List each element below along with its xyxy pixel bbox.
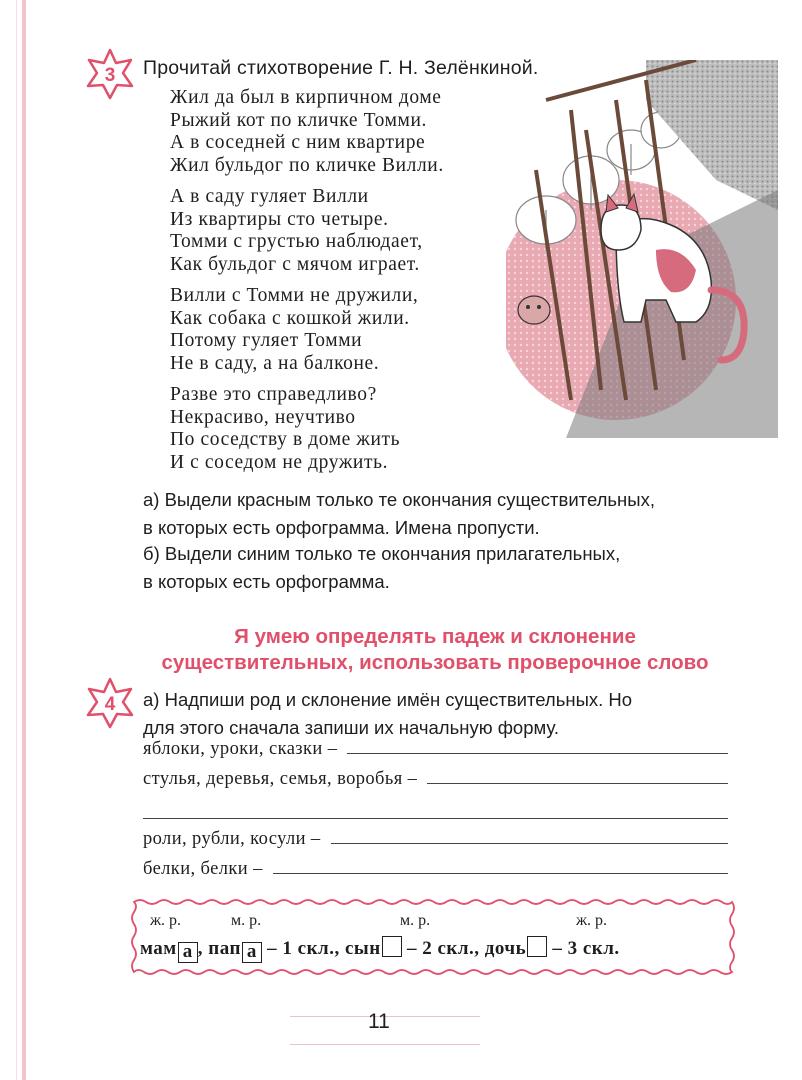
- gender-label: м. р.: [231, 912, 262, 929]
- task-number-badge: [84, 48, 136, 100]
- poem: [170, 87, 444, 483]
- exercise-words: стулья, деревья, семья, воробья –: [143, 769, 418, 789]
- exercise-row: [143, 856, 728, 886]
- section-heading-line: Я умею определять падеж и склонение: [234, 625, 636, 648]
- ending-box: а: [242, 942, 262, 963]
- task-title: Прочитай стихотворение Г. Н. Зелёнкиной.: [143, 57, 539, 79]
- poem-line: Рыжий кот по кличке Томми.: [170, 109, 427, 131]
- exercise-row: [143, 826, 728, 856]
- task-number-badge: [84, 677, 136, 729]
- rule-stem: дочь: [484, 938, 527, 959]
- exercise-row: [143, 736, 728, 766]
- exercise-words: роли, рубли, косули –: [143, 829, 321, 849]
- task-number: 3: [104, 65, 116, 86]
- section-heading: [140, 624, 730, 676]
- section-heading-line: существительных, использовать проверочное слово: [161, 651, 709, 674]
- poem-line: Разве это справедливо?: [170, 384, 377, 405]
- exercise-row: [143, 766, 728, 796]
- instruction-a: [143, 486, 728, 542]
- poem-stanza: [170, 285, 444, 375]
- answer-line[interactable]: [273, 872, 728, 874]
- instruction-line: а) Надпиши род и склонение имён существительных. Но: [143, 689, 633, 710]
- answer-line[interactable]: [427, 782, 728, 784]
- poem-line: И с соседом не дружить.: [170, 451, 389, 473]
- instruction-line: для этого сначала запиши их начальную форму.: [143, 717, 559, 738]
- star-badge-icon: [84, 677, 136, 729]
- gender-label: ж. р.: [150, 912, 182, 929]
- poem-line: А в саду гуляет Вилли: [170, 186, 369, 207]
- poem-stanza: [170, 384, 444, 474]
- poem-stanza: [170, 186, 444, 276]
- answer-line[interactable]: [143, 818, 728, 819]
- footer-rule: [290, 1044, 480, 1045]
- poem-line: Томми с грустью наблюдает,: [170, 231, 423, 252]
- margin-line-thin: [16, 0, 17, 1080]
- poem-line: Из квартиры сто четыре.: [170, 208, 389, 230]
- rule-separator: – 2 скл.,: [401, 938, 480, 959]
- gender-label: ж. р.: [576, 912, 608, 929]
- poem-line: Жил да был в кирпичном доме: [170, 87, 442, 108]
- gender-labels: [128, 912, 738, 932]
- answer-line[interactable]: [331, 842, 728, 844]
- margin-line: [22, 0, 26, 1080]
- answer-line[interactable]: [347, 752, 728, 754]
- rule-stem: пап: [208, 938, 241, 959]
- poem-stanza: [170, 87, 444, 177]
- poem-line: Как собака с кошкой жили.: [170, 307, 410, 329]
- rule-box: [128, 898, 738, 976]
- rule-stem: мам: [140, 938, 177, 959]
- task4-instruction: [143, 686, 728, 742]
- instruction-line: в которых есть орфограмма.: [143, 571, 390, 592]
- rule-separator: – 1 скл.,: [261, 938, 340, 959]
- page-number: 11: [368, 1010, 390, 1033]
- poem-line: Не в саду, а на балконе.: [170, 352, 380, 374]
- rule-separator: – 3 скл.: [547, 938, 620, 959]
- exercise-words: яблоки, уроки, сказки –: [143, 739, 338, 759]
- gender-label: м. р.: [400, 912, 431, 929]
- task-number: 4: [104, 694, 116, 715]
- ending-box: а: [178, 942, 198, 963]
- poem-line: Как бульдог с мячом играет.: [170, 253, 420, 275]
- rule-example: [140, 936, 620, 963]
- poem-line: По соседству в доме жить: [170, 429, 401, 450]
- instruction-line: б) Выдели синим только те окончания прилагательных,: [143, 543, 621, 564]
- ending-box: [527, 936, 547, 957]
- poem-line: Потому гуляет Томми: [170, 330, 363, 351]
- poem-line: Жил бульдог по кличке Вилли.: [170, 154, 444, 176]
- instruction-line: в которых есть орфограмма. Имена пропусти.: [143, 517, 540, 538]
- cat-on-balcony-illustration: [506, 60, 778, 438]
- instruction-b: [143, 540, 728, 596]
- instruction-line: а) Выдели красным только те окончания существительных,: [143, 489, 655, 510]
- rule-stem: сын: [344, 938, 381, 959]
- ending-box: [382, 936, 402, 957]
- poem-line: Вилли с Томми не дружили,: [170, 285, 419, 306]
- poem-line: Некрасиво, неучтиво: [170, 406, 356, 428]
- rule-separator: ,: [197, 938, 204, 959]
- star-badge-icon: [84, 48, 136, 100]
- poem-line: А в соседней с ним квартире: [170, 132, 426, 153]
- exercise-words: белки, белки –: [143, 859, 263, 879]
